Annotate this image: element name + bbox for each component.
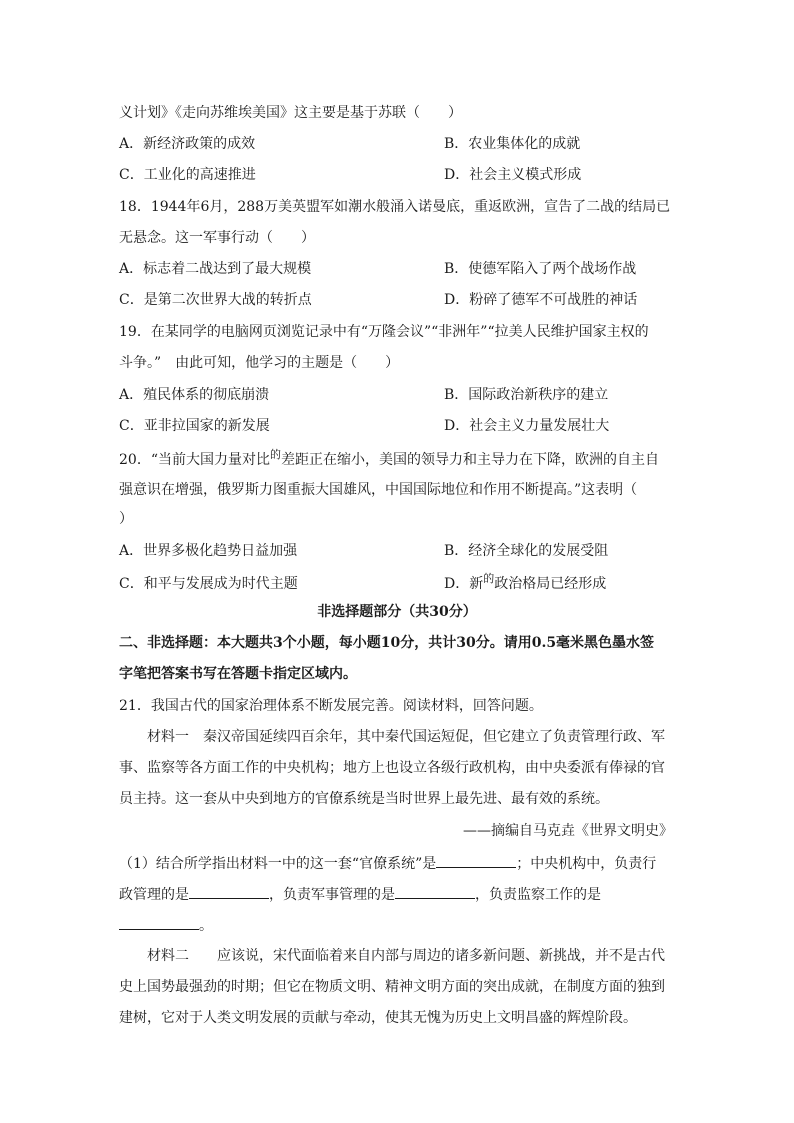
q21-material-1-line-1: 材料一 秦汉帝国延续四百余年，其中秦代国运短促，但它建立了负责管理行政、军 (147, 729, 665, 745)
q20-stem-line-1-part-b: 差距正在缩小，美国的领导力和主导力在下降，欧洲的自主自 (280, 452, 659, 468)
section-instruction-line-2: 字笔把答案书写在答题卡指定区域内。 (119, 666, 357, 682)
answer-blank-administration[interactable] (189, 884, 269, 899)
q17-option-c: C．工业化的高速推进 (119, 167, 256, 183)
q20-option-a: A．世界多极化趋势日益加强 (119, 543, 298, 559)
q18-option-b: B．使德军陷入了两个战场作战 (444, 261, 637, 277)
q20-option-c: C．和平与发展成为时代主题 (119, 576, 298, 592)
q19-option-c: C．亚非拉国家的新发展 (119, 418, 270, 434)
q20-option-d-superscript: 的 (483, 572, 495, 585)
q19-stem-line-2: 斗争。” 由此可知，他学习的主题是（ ） (119, 355, 400, 371)
q17-option-a: A．新经济政策的成效 (119, 136, 256, 152)
q19-stem-line-1: 19．在某同学的电脑网页浏览记录中有“万隆会议”“非洲年”“拉美人民维护国家主权的 (119, 324, 649, 340)
q18-stem-line-2: 无悬念。这一军事行动（ ） (119, 230, 315, 246)
q21-sub-1-end: 。 (199, 918, 213, 934)
q21-material-2-line-3: 建树，它对于人类文明发展的贡献与牵动，使其无愧为历史上文明昌盛的辉煌阶段。 (119, 1010, 637, 1026)
q21-material-1-line-2: 事、监察等各方面工作的中央机构；地方上也设立各级行政机构，由中央委派有俸禄的官 (119, 760, 665, 776)
q21-sub-1-text-d: ，负责军事管理的是 (269, 887, 395, 903)
q20-option-d-part-a: D．新 (444, 576, 484, 592)
q21-sub-1-line-2 (119, 884, 601, 902)
q20-option-d (444, 572, 607, 593)
q20-stem-superscript: 的 (269, 448, 281, 461)
q21-sub-1-line-3 (119, 915, 213, 933)
q20-stem-line-2: 强意识在增强，俄罗斯力图重振大国雄风，中国国际地位和作用不断提高。”这表明（ (119, 482, 638, 498)
q21-sub-1-text-a: （1）结合所学指出材料一中的这一套“官僚系统”是 (119, 856, 437, 872)
q20-option-d-part-b: 政治格局已经形成 (494, 576, 607, 592)
section-title: 非选择题部分（共30分） (317, 604, 477, 620)
q18-option-a: A．标志着二战达到了最大规模 (119, 261, 312, 277)
q19-option-d: D．社会主义力量发展壮大 (444, 418, 610, 434)
q18-option-d: D．粉碎了德军不可战胜的神话 (444, 292, 638, 308)
answer-blank-supervision[interactable] (119, 915, 199, 930)
q20-option-b: B．经济全球化的发展受阻 (444, 543, 609, 559)
answer-blank-military[interactable] (395, 884, 475, 899)
q17-option-d: D．社会主义模式形成 (444, 167, 582, 183)
q21-sub-1-text-b: ；中央机构中，负责行 (516, 856, 657, 872)
section-instruction-line-1: 二、非选择题：本大题共3个小题，每小题10分，共计30分。请用0.5毫米黑色墨水签 (119, 635, 655, 651)
q20-stem-line-1 (119, 448, 659, 469)
q21-material-2-line-2: 史上国势最强劲的时期；但它在物质文明、精神文明方面的突出成就，在制度方面的独到 (119, 979, 665, 995)
q19-option-b: B．国际政治新秩序的建立 (444, 387, 609, 403)
q20-stem-line-3: ） (119, 511, 133, 527)
q21-sub-1-text-c: 政管理的是 (119, 887, 189, 903)
q17-stem-line: 义计划》《走向苏维埃美国》这主要是基于苏联（ ） (119, 105, 462, 121)
q21-sub-1-line-1 (119, 853, 656, 871)
q20-stem-line-1-part-a: 20．“当前大国力量对比 (119, 452, 270, 468)
q18-option-c: C．是第二次世界大战的转折点 (119, 292, 312, 308)
q19-option-a: A．殖民体系的彻底崩溃 (119, 387, 270, 403)
answer-blank-system[interactable] (436, 853, 516, 868)
q17-option-b: B．农业集体化的成就 (444, 136, 581, 152)
q18-stem-line-1: 18．1944年6月，288万美英盟军如潮水般涌入诺曼底，重返欧洲，宣告了二战的结局已 (119, 199, 671, 215)
q21-intro: 21．我国古代的国家治理体系不断发展完善。阅读材料，回答问题。 (119, 698, 543, 714)
q21-material-1-line-3: 员主持。这一套从中央到地方的官僚系统是当时世界上最先进、最有效的系统。 (119, 791, 609, 807)
q21-material-2-line-1: 材料二 应该说，宋代面临着来自内部与周边的诸多新问题、新挑战，并不是古代 (147, 948, 665, 964)
q21-material-1-source: ——摘编自马克垚《世界文明史》 (463, 823, 673, 839)
q21-sub-1-text-e: ，负责监察工作的是 (475, 887, 601, 903)
